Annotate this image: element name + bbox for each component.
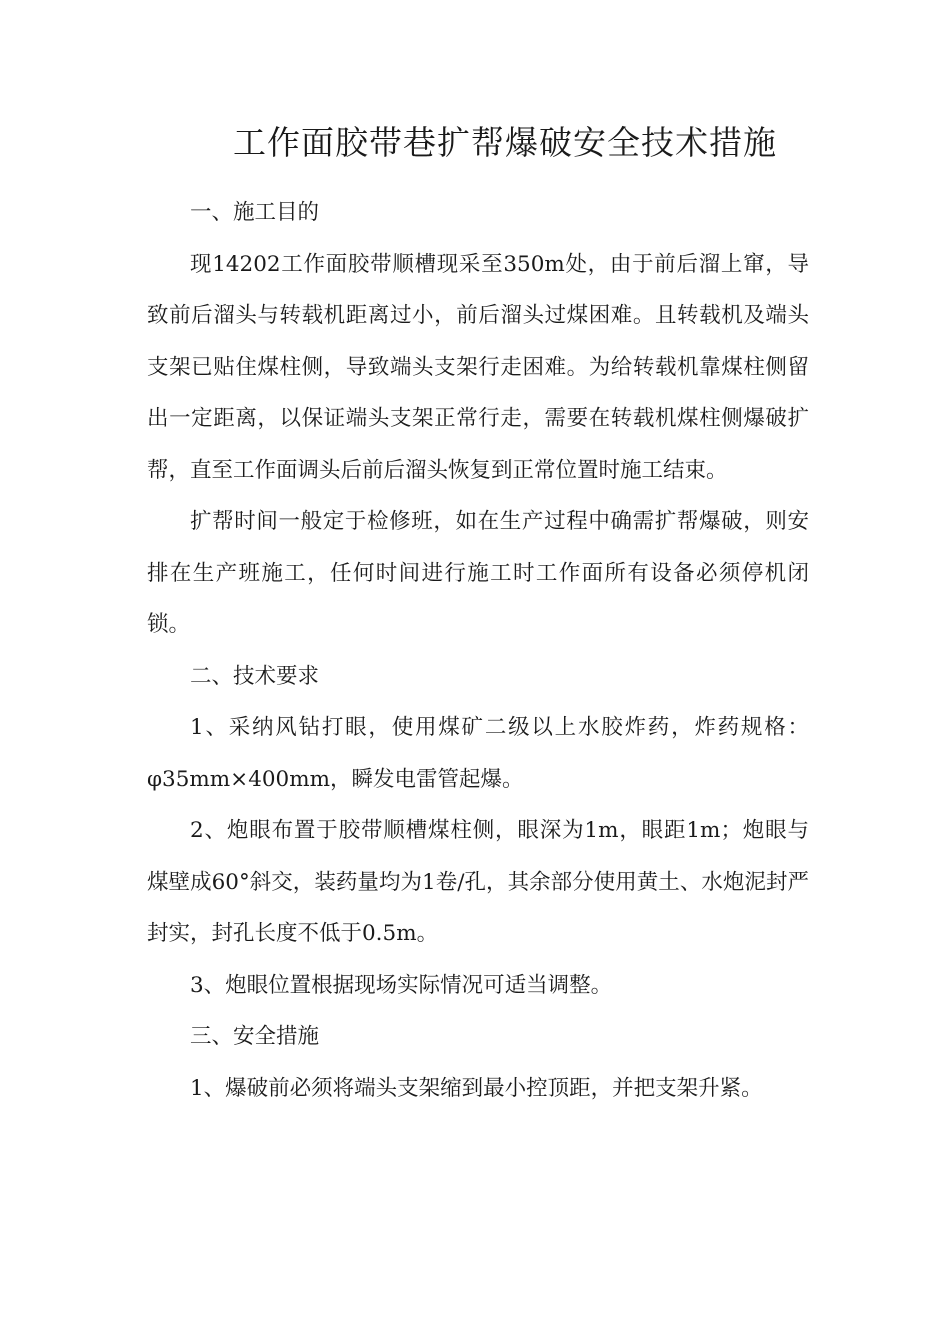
section-heading-safety: 三、安全措施 [190, 1024, 320, 1049]
section-heading-purpose: 一、施工目的 [190, 200, 320, 225]
paragraph-technical-3: 3、炮眼位置根据现场实际情况可适当调整。 [190, 972, 613, 998]
paragraph-technical-2: 2、炮眼布置于胶带顺槽煤柱侧，眼深为1m，眼距1m；炮眼与煤壁成60°斜交，装药量均为1卷/孔，其余部分使用黄土、水炮泥封严封实，封孔长度不低于0.5m。 [147, 818, 809, 946]
paragraph-safety-1: 1、爆破前必须将端头支架缩到最小控顶距，并把支架升紧。 [190, 1075, 763, 1101]
paragraph-purpose-description: 现14202工作面胶带顺槽现采至350m处，由于前后溜上窜，导致前后溜头与转载机距离过小，前后溜头过煤困难。且转载机及端头支架已贴住煤柱侧，导致端头支架行走困难。为给转载机靠煤柱侧留出一定距离，以保证端头支架正常行走，需要在转载机煤柱侧爆破扩帮，直至工作面调头后前后溜头恢复到正常位置时施工结束。 [147, 251, 809, 483]
paragraph-schedule: 扩帮时间一般定于检修班，如在生产过程中确需扩帮爆破，则安排在生产班施工，任何时间进行施工时工作面所有设备必须停机闭锁。 [147, 509, 809, 637]
document-body [147, 187, 809, 1114]
paragraph-technical-1: 1、采纳风钻打眼，使用煤矿二级以上水胶炸药，炸药规格：φ35mm×400mm，瞬发电雷管起爆。 [147, 715, 809, 792]
section-heading-technical: 二、技术要求 [190, 663, 320, 689]
document-title: 工作面胶带巷扩帮爆破安全技术措施 [233, 123, 777, 162]
